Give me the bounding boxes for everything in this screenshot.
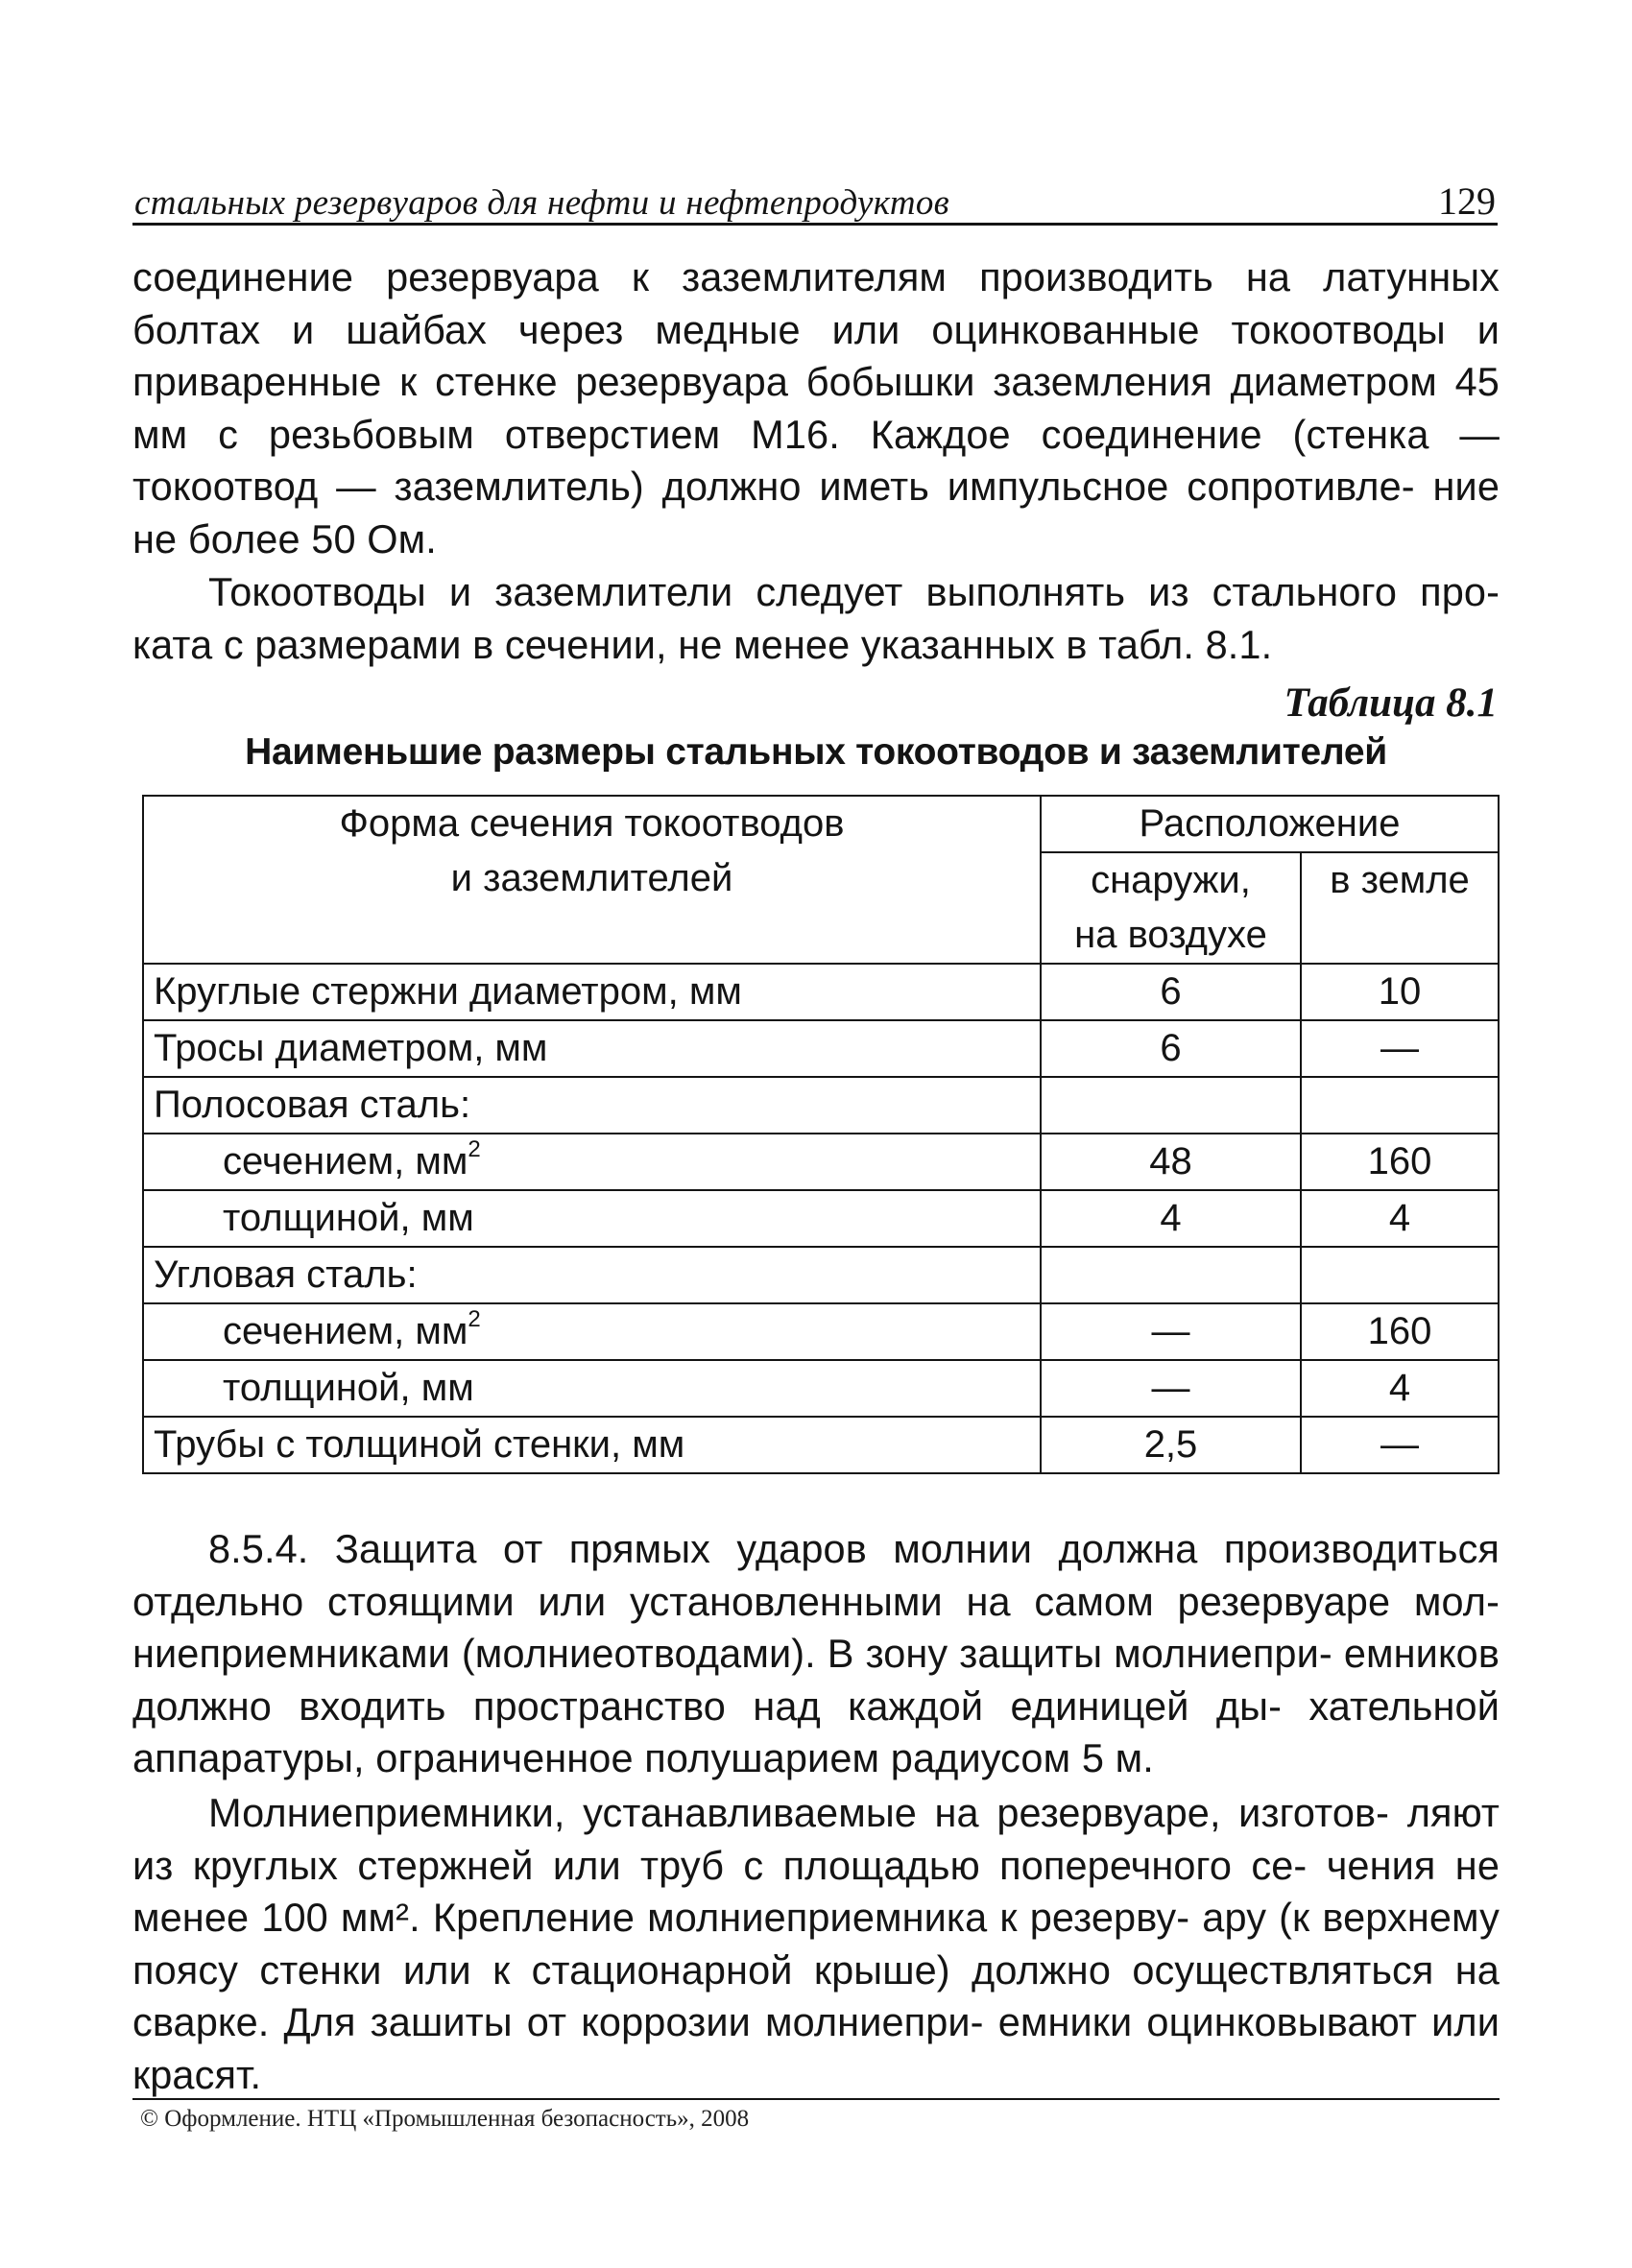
row-name-cell <box>143 1134 1041 1190</box>
p4-line: осуществляться на сварке. Для зашиты от коррозии молниепри- <box>132 1946 1500 2044</box>
p4-line: емники оцинковывают или красят. <box>132 1999 1500 2097</box>
row-outside: — <box>1041 1360 1301 1417</box>
row-name: толщиной, мм <box>143 1360 1041 1417</box>
p4-line: ару (к верхнему поясу стенки или к стационарной крыше) должно <box>132 1895 1500 1993</box>
table-row <box>143 1303 1499 1360</box>
table-row <box>143 1190 1499 1247</box>
p4-line: чения не менее 100 мм². Крепление молниеприемника к резерву- <box>132 1842 1500 1940</box>
header-ground: в земле <box>1301 852 1499 964</box>
row-outside: 6 <box>1041 1020 1301 1077</box>
copyright-footer: © Оформление. НТЦ «Промышленная безопасность», 2008 <box>140 2106 750 2132</box>
header-outside-line: снаружи, <box>1091 859 1251 901</box>
p3-line: хательной аппаратуры, ограниченное полушарием радиусом 5 м. <box>132 1683 1500 1780</box>
row-name: сечением, мм <box>223 1310 468 1352</box>
footer-divider <box>132 2098 1500 2100</box>
row-ground <box>1301 1247 1499 1303</box>
row-name: сечением, мм <box>223 1140 468 1182</box>
table-title: Наименьшие размеры стальных токоотводов и заземлителей <box>245 731 1387 773</box>
p1-line: токоотвод — заземлитель) должно иметь импульсное сопротивле- <box>132 464 1415 509</box>
p3-line: емников должно входить пространство над каждой единицей ды- <box>132 1631 1500 1729</box>
row-name-cell <box>143 1303 1041 1360</box>
row-outside: 4 <box>1041 1190 1301 1247</box>
row-ground: 4 <box>1301 1190 1499 1247</box>
table-row <box>143 1020 1499 1077</box>
header-outside <box>1041 852 1301 964</box>
row-name: толщиной, мм <box>143 1190 1041 1247</box>
p1-line: приваренные к стенке резервуара бобышки заземления диаметром <box>132 359 1437 404</box>
p1-line: 45 мм с резьбовым отверстием М16. Каждое соединение (стенка — <box>132 359 1500 457</box>
page-number: 129 <box>1438 179 1496 223</box>
table-row <box>143 1247 1499 1303</box>
row-ground: — <box>1301 1417 1499 1473</box>
p3-line: ниеприемниками (молниеотводами). В зону защиты молниепри- <box>132 1631 1332 1676</box>
row-outside: 48 <box>1041 1134 1301 1190</box>
table-row <box>143 1417 1499 1473</box>
row-outside: — <box>1041 1303 1301 1360</box>
p4-line: ляют из круглых стержней или труб с площадью поперечного се- <box>132 1790 1500 1888</box>
table-label: Таблица 8.1 <box>1284 680 1498 726</box>
running-header <box>132 179 1498 226</box>
p4-line: Молниеприемники, устанавливаемые на резервуаре, изготов- <box>208 1790 1390 1835</box>
row-name: Угловая сталь: <box>143 1247 1041 1303</box>
row-name-sup: 2 <box>468 1306 481 1332</box>
p1-line: соединение резервуара к заземлителям производить на латунных <box>132 254 1500 299</box>
header-outside-line: на воздухе <box>1074 914 1267 956</box>
row-ground <box>1301 1077 1499 1134</box>
paragraph-3 <box>132 1523 1500 1785</box>
row-ground: 10 <box>1301 964 1499 1020</box>
row-name: Трубы с толщиной стенки, мм <box>143 1417 1041 1473</box>
header-form-line: Форма сечения токоотводов <box>339 802 845 845</box>
table-row <box>143 964 1499 1020</box>
p3-line: отдельно стоящими или установленными на самом резервуаре мол- <box>132 1578 1500 1624</box>
row-ground: — <box>1301 1020 1499 1077</box>
row-outside: 6 <box>1041 964 1301 1020</box>
p3-line: 8.5.4. Защита от прямых ударов молнии должна производиться <box>208 1526 1500 1571</box>
row-name: Тросы диаметром, мм <box>143 1020 1041 1077</box>
table-row <box>143 1134 1499 1190</box>
paragraph-1 <box>132 251 1500 565</box>
row-name: Круглые стержни диаметром, мм <box>143 964 1041 1020</box>
row-name-sup: 2 <box>468 1136 481 1162</box>
row-ground: 160 <box>1301 1303 1499 1360</box>
sizes-table <box>142 795 1500 1474</box>
paragraph-2 <box>132 566 1500 671</box>
p1-line: болтах и шайбах через медные или оцинкованные токоотводы и <box>132 306 1500 352</box>
header-form <box>143 796 1041 964</box>
row-name: Полосовая сталь: <box>143 1077 1041 1134</box>
p2-line: ката с размерами в сечении, не менее указанных в табл. 8.1. <box>132 621 1273 667</box>
p2-line: Токоотводы и заземлители следует выполнять из стального про- <box>208 569 1500 614</box>
running-title: стальных резервуаров для нефти и нефтепродуктов <box>134 183 950 223</box>
header-location: Расположение <box>1041 796 1499 852</box>
row-ground: 4 <box>1301 1360 1499 1417</box>
row-outside: 2,5 <box>1041 1417 1301 1473</box>
row-outside <box>1041 1077 1301 1134</box>
row-outside <box>1041 1247 1301 1303</box>
p1-line: ние не более 50 Ом. <box>132 464 1500 561</box>
table-row <box>143 1360 1499 1417</box>
header-form-line: и заземлителей <box>450 857 733 899</box>
table-row <box>143 1077 1499 1134</box>
row-ground: 160 <box>1301 1134 1499 1190</box>
paragraph-4 <box>132 1787 1500 2101</box>
